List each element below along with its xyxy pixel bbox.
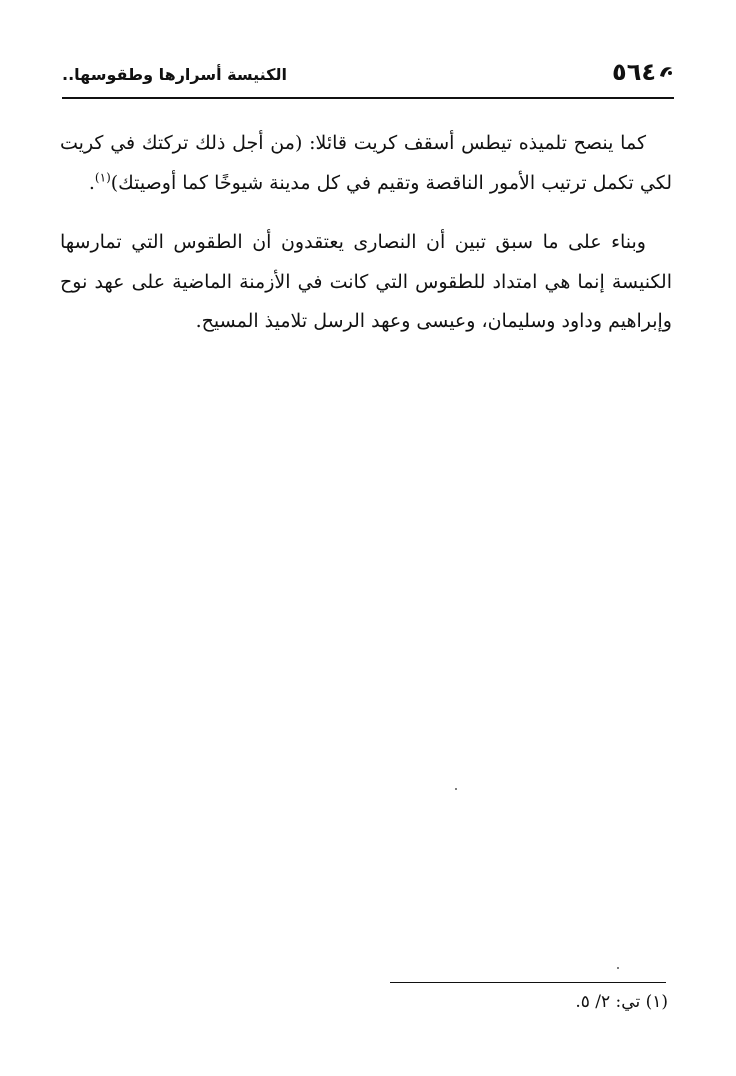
ornament-icon xyxy=(658,58,674,74)
paragraph-text: وبناء على ما سبق تبين أن النصارى يعتقدون أن الطقوس التي تمارسها الكنيسة إنما هي امتداد للطقوس التي كانت في الأزمنة الماضية على عهد نوح وإبراهيم وداود وسليمان، وعيسى وعهد الرسل تلاميذ المسيح. xyxy=(60,231,672,332)
running-title: الكنيسة أسرارها وطقوسها.. xyxy=(62,65,287,84)
footnote-rule xyxy=(390,982,666,983)
page-number-text: ٥٦٤ xyxy=(612,58,656,86)
body-text xyxy=(60,124,672,362)
page-header xyxy=(62,56,674,96)
footnote-marker[interactable]: (١) xyxy=(94,170,111,185)
scan-speck xyxy=(455,788,457,790)
paragraph-text: كما ينصح تلميذه تيطس أسقف كريت قائلا: (من أجل ذلك تركتك في كريت لكي تكمل ترتيب الأمور الناقصة وتقيم في كل مدينة شيوخًا كما أوصيتك) xyxy=(60,132,672,194)
header-rule xyxy=(62,97,674,99)
paragraph xyxy=(60,223,672,342)
page-number xyxy=(612,58,674,86)
footnote: (١) تي: ٢/ ٥. xyxy=(575,992,668,1012)
paragraph: كما ينصح تلميذه تيطس أسقف كريت قائلا: (من أجل ذلك تركتك في كريت لكي تكمل ترتيب الأمور الناقصة وتقيم في كل مدينة شيوخًا كما أوصيتك)$^{(١)}$. xyxy=(60,132,672,194)
scan-speck xyxy=(617,967,619,969)
